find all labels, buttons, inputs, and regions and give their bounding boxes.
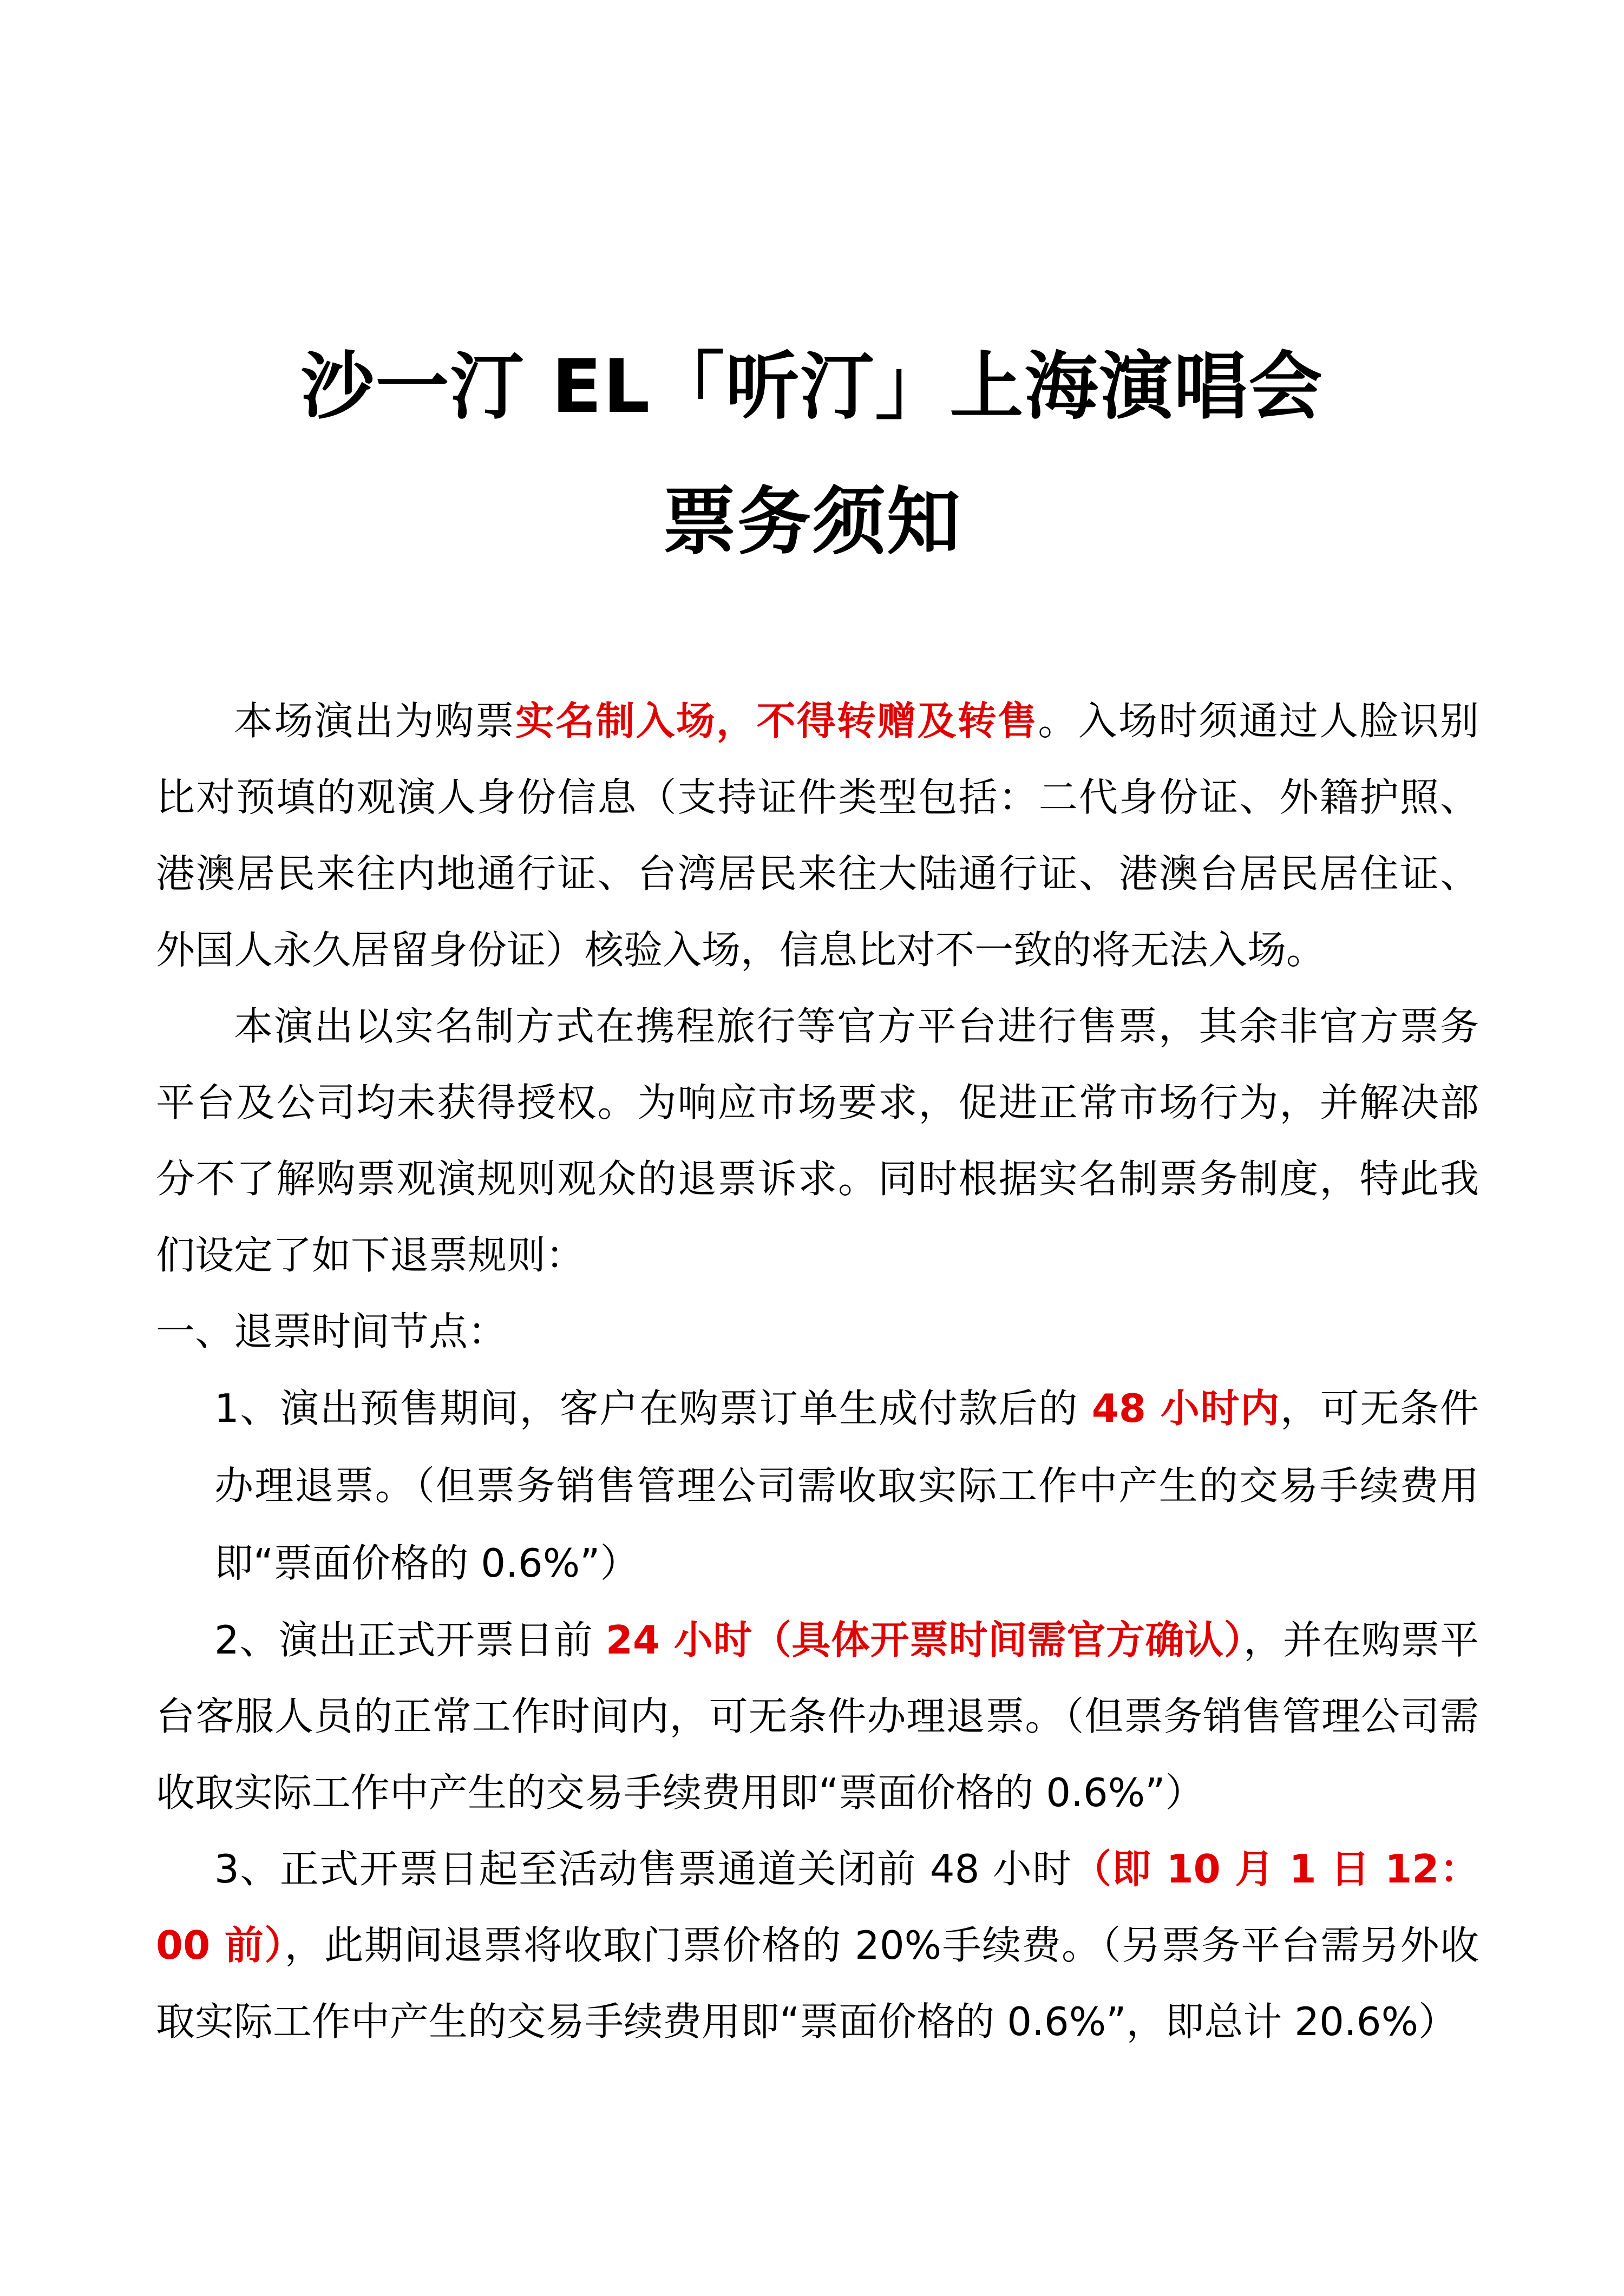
paragraph-refund-intro: 本演出以实名制方式在携程旅行等官方平台进行售票，其余非官方票务平台及公司均未获得授权。为响应市场要求，促进正常市场行为，并解决部分不了解购票观演规则观众的退票诉求。同时根据实名制票务制度，特此我们设定了如下退票规则： [156,1003,1479,1278]
list-item-refund-2 [156,1602,1479,1831]
paragraph-real-name-post: 。入场时须通过人脸识别比对预填的观演人身份信息（支持证件类型包括：二代身份证、外籍护照、港澳居民来往内地通行证、台湾居民来往大陆通行证、港澳台居民居住证、外国人永久居留身份证）核验入场，信息比对不一致的将无法入场。 [156,698,1479,973]
list-item-refund-1-pre: 1、演出预售期间，客户在购票订单生成付款后的 [214,1386,1092,1431]
document-title: 沙一汀 EL「听汀」上海演唱会 [300,344,1324,430]
list-item-refund-1 [156,1370,1479,1602]
highlight-real-name: 实名制入场，不得转赠及转售 [515,698,1038,744]
document-body [156,683,1479,2060]
paragraph-real-name [156,683,1479,988]
highlight-24-hours: 24 小时（具体开票时间需官方确认） [605,1617,1244,1663]
highlight-deadline: （即 10 月 1 日 12：00 前） [156,1846,1479,1968]
list-item-refund-3-post: ，此期间退票将收取门票价格的 20%手续费。（另票务平台需另外收取实际工作中产生的交易手续费用即“票面价格的 0.6%”，即总计 20.6%） [156,1923,1479,2044]
highlight-48-hours: 48 小时内 [1091,1386,1281,1431]
list-item-refund-1-post: ，可无条件办理退票。（但票务销售管理公司需收取实际工作中产生的交易手续费用即“票面价格的 0.6%”） [214,1386,1479,1586]
list-item-refund-2-post: ，并在购票平台客服人员的正常工作时间内，可无条件办理退票。（但票务销售管理公司需收取实际工作中产生的交易手续费用即“票面价格的 0.6%”） [156,1617,1479,1815]
document-subtitle: 票务须知 [663,480,961,565]
list-item-refund-2-pre: 2、演出正式开票日前 [214,1617,606,1663]
section-heading-refund-time: 一、退票时间节点： [156,1309,507,1354]
paragraph-real-name-pre: 本场演出为购票 [234,698,515,744]
list-item-refund-3-pre: 3、正式开票日起至活动售票通道关闭前 48 小时 [214,1846,1072,1892]
list-item-refund-3 [156,1831,1479,2060]
